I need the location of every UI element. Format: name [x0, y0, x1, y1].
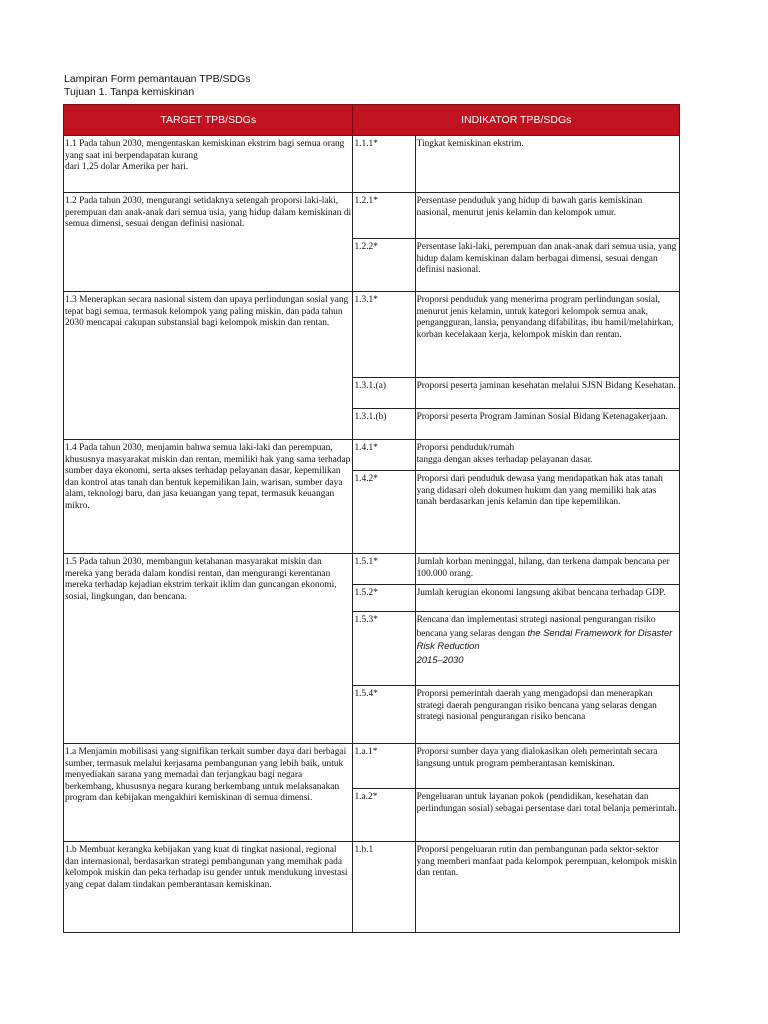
target-cell-1-b: 1.b Membuat kerangka kebijakan yang kuat di tingkat nasional, regional dan internasional, berdasarkan strategi pembangunan yang memihak pada kelompok miskin dan peka terhadap isu gender untuk mendukung investasi yang cepat dalam tindakan pemberantasan kemiskinan. — [64, 842, 353, 933]
indicator-text: Persentase laki-laki, perempuan dan anak-anak dari semua usia, yang hidup dalam kemiskinan dalam berbagai dimensi, sesuai dengan definisi nasional. — [415, 239, 679, 292]
table-header-row — [64, 105, 680, 136]
indicator-code: 1.a.2* — [353, 789, 415, 842]
table-row — [64, 554, 680, 585]
target-cell-1-4: 1.4 Pada tahun 2030, menjamin bahwa semua laki-laki dan perempuan, khususnya masyarakat miskin dan rentan, memiliki hak yang sama terhadap sumber daya ekonomi, serta akses terhadap pelayanan dasar, kepemilikan dan kontrol atas tanah dan bentuk kepemilikan lain, warisan, sumber daya alam, teknologi baru, dan jasa keuangan yang tepat, termasuk keuangan mikro. — [64, 440, 353, 554]
indicator-text: Persentase penduduk yang hidup di bawah garis kemiskinan nasional, menurut jenis kelamin dan kelompok umur. — [415, 193, 679, 239]
indicator-code: 1.5.4* — [353, 686, 415, 744]
indicator-code: 1.5.1* — [353, 554, 415, 585]
indicator-code: 1.2.1* — [353, 193, 415, 239]
indicator-text: Proporsi pengeluaran rutin dan pembangunan pada sektor-sektor yang memberi manfaat pada kelompok perempuan, kelompok miskin dan rentan. — [415, 842, 679, 933]
indicator-text: Pengeluaran untuk layanan pokok (pendidikan, kesehatan dan perlindungan sosial) sebagai persentase dari total belanja pemerintah. — [415, 789, 679, 842]
indicator-column-header: INDIKATOR TPB/SDGs — [353, 105, 680, 136]
indicator-text: Proporsi peserta Program Jaminan Sosial Bidang Ketenagakerjaan. — [415, 409, 679, 440]
indicator-text: Proporsi pemerintah daerah yang mengadopsi dan menerapkan strategi daerah pengurangan risiko bencana yang selaras dengan strategi nasional pengurangan risiko bencana — [415, 686, 679, 744]
indicator-code: 1.5.2* — [353, 585, 415, 612]
indicator-text: Proporsi peserta jaminan kesehatan melalui SJSN Bidang Kesehatan. — [415, 378, 679, 409]
sdg-monitoring-table — [63, 104, 680, 933]
indicator-code: 1.3.1.(a) — [353, 378, 415, 409]
indicator-code: 1.2.2* — [353, 239, 415, 292]
indicator-code: 1.3.1.(b) — [353, 409, 415, 440]
table-row — [64, 440, 680, 471]
document-heading — [64, 73, 251, 99]
target-cell-1-5: 1.5 Pada tahun 2030, membangun ketahanan masyarakat miskin dan mereka yang berada dalam kondisi rentan, dan mengurangi kerentanan mereka terhadap kejadian ekstrim terkait iklim dan guncangan ekonomi, sosial, lingkungan, dan bencana. — [64, 554, 353, 744]
indicator-code: 1.4.1* — [353, 440, 415, 471]
indicator-text: Proporsi sumber daya yang dialokasikan oleh pemerintah secara langsung untuk program pemberantasan kemiskinan. — [415, 744, 679, 789]
target-cell-1-a: 1.a Menjamin mobilisasi yang signifikan terkait sumber daya dari berbagai sumber, termasuk melalui kerjasama pembangunan yang lebih baik, untuk menyediakan sarana yang memadai dan terjangkau bagi negara berkembang, khususnya negara kurang berkembang untuk melaksanakan program dan kebijakan mengakhiri kemiskinan di semua dimensi. — [64, 744, 353, 842]
table-row — [64, 842, 680, 933]
table-row — [64, 744, 680, 789]
target-cell-1-3: 1.3 Menerapkan secara nasional sistem dan upaya perlindungan sosial yang tepat bagi semua, termasuk kelompok yang paling miskin, dan pada tahun 2030 mencapai cakupan substansial bagi kelompok miskin dan rentan. — [64, 292, 353, 440]
indicator-code: 1.1.1* — [353, 136, 415, 193]
indicator-text — [415, 612, 679, 686]
sendai-framework-reference: the Sendai Framework for Disaster Risk Reduction 2015–2030 — [416, 626, 673, 665]
target-cell-1-1: 1.1 Pada tahun 2030, mengentaskan kemiskinan ekstrim bagi semua orang yang saat ini berpendapatan kurang dari 1,25 dolar Amerika per hari. — [64, 136, 353, 193]
indicator-code: 1.5.3* — [353, 612, 415, 686]
indicator-text: Jumlah korban meninggal, hilang, dan terkena dampak bencana per 100.000 orang. — [415, 554, 679, 585]
target-cell-1-2: 1.2 Pada tahun 2030, mengurangi setidaknya setengah proporsi laki-laki, perempuan dan anak-anak dari semua usia, yang hidup dalam kemiskinan di semua dimensi, sesuai dengan definisi nasional. — [64, 193, 353, 292]
indicator-code: 1.b.1 — [353, 842, 415, 933]
indicator-text: Proporsi penduduk yang menerima program perlindungan sosial, menurut jenis kelamin, untuk kategori kelompok semua anak, pengangguran, lansia, penyandang difabilitas, ibu hamil/melahirkan, korban kecelakaan kerja, kelompok miskin dan rentan. — [415, 292, 679, 378]
indicator-code: 1.4.2* — [353, 471, 415, 554]
target-column-header: TARGET TPB/SDGs — [64, 105, 353, 136]
attachment-title: Lampiran Form pemantauan TPB/SDGs — [64, 73, 251, 85]
table-row — [64, 136, 680, 193]
indicator-text: Proporsi dari penduduk dewasa yang mendapatkan hak atas tanah yang didasari oleh dokumen hukum dan yang memiliki hak atas tanah berdasarkan jenis kelamin dan tipe kepemilikan. — [415, 471, 679, 554]
goal-title: Tujuan 1. Tanpa kemiskinan — [64, 86, 195, 98]
indicator-text-regular: Rencana dan implementasi strategi nasional pengurangan risiko bencana yang selaras dengan — [416, 615, 656, 639]
table-row — [64, 193, 680, 239]
table-row — [64, 292, 680, 378]
indicator-text: Jumlah kerugian ekonomi langsung akibat bencana terhadap GDP. — [415, 585, 679, 612]
indicator-code: 1.a.1* — [353, 744, 415, 789]
indicator-text: Tingkat kemiskinan ekstrim. — [415, 136, 679, 193]
indicator-text: Proporsi penduduk/rumah tangga dengan akses terhadap pelayanan dasar. — [415, 440, 679, 471]
indicator-code: 1.3.1* — [353, 292, 415, 378]
